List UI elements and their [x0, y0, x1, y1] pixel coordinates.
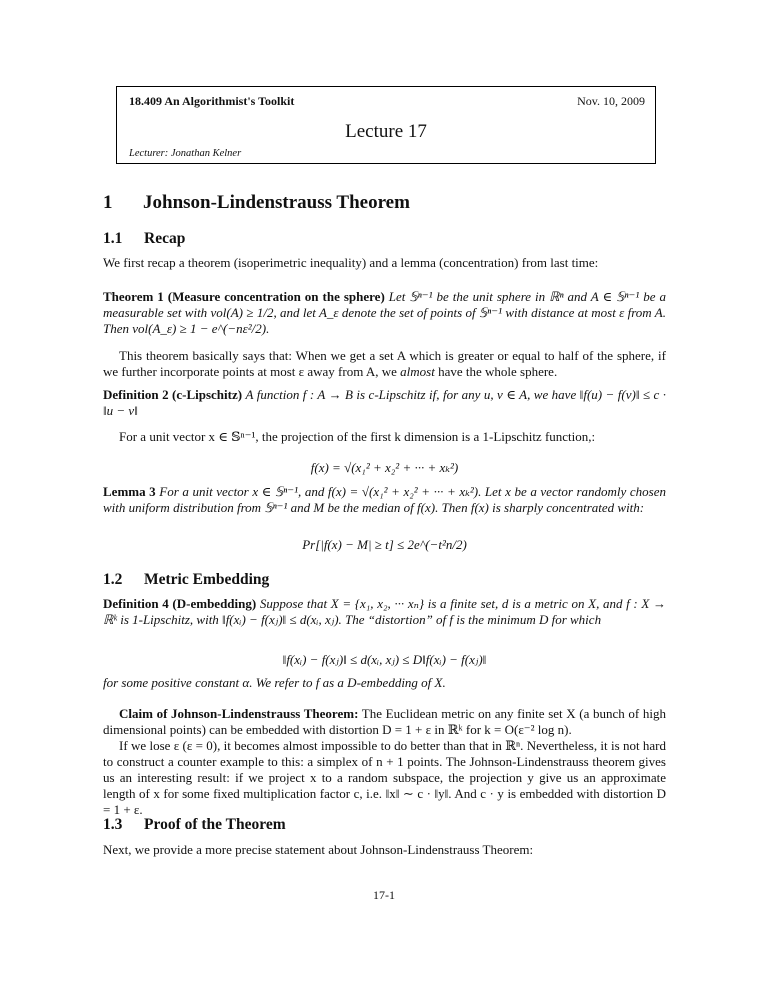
paragraph: For a unit vector x ∈ 𝕊ⁿ⁻¹, the projection of the first k dimension is a 1-Lipschitz function,: — [119, 429, 596, 444]
subsection-heading-metric-embedding — [103, 572, 666, 588]
definition-tail: for some positive constant α. We refer to f as a D-embedding of X. — [103, 675, 446, 690]
definition-2 — [103, 387, 666, 419]
recap-intro: We first recap a theorem (isoperimetric inequality) and a lemma (concentration) from last time: — [103, 255, 599, 270]
page-number: 17-1 — [373, 888, 395, 902]
subsection-number: 1.2 — [103, 571, 123, 588]
definition-4 — [103, 596, 666, 628]
subsection-title: Metric Embedding — [144, 571, 270, 588]
claim-body: The Euclidean metric on any finite set X (a bunch of high dimensional points) can be embedded with distortion D = 1 + ε in ℝᵏ for k = O(ε⁻² log n). — [103, 706, 667, 737]
lecture-title: Lecture 17 — [345, 121, 427, 142]
lemma-3 — [103, 484, 666, 516]
equation: ‖f(xᵢ) − f(xⱼ)‖ ≤ d(xᵢ, xⱼ) ≤ D‖f(xᵢ) − f(xⱼ)‖ — [282, 652, 487, 667]
subsection-heading-recap — [103, 231, 666, 247]
theorem-label: Theorem 1 (Measure concentration on the sphere) — [103, 289, 385, 304]
equation: f(x) = √(x₁² + x₂² + ··· + xₖ²) — [310, 460, 459, 475]
subsection-title: Recap — [144, 230, 186, 247]
definition-label: Definition 4 (D-embedding) — [103, 596, 257, 611]
text: have the whole sphere. — [434, 364, 558, 379]
paragraph: Next, we provide a more precise statement about Johnson-Lindenstrauss Theorem: — [103, 842, 534, 857]
section-heading — [103, 192, 666, 213]
subsection-heading-proof — [103, 817, 666, 833]
emphasis: almost — [400, 364, 435, 379]
text: This theorem basically says that: When we get a set A which is greater or equal to half of the sphere, if we further incorporate points at most ε away from A, we — [103, 348, 666, 379]
theorem-1 — [103, 289, 666, 337]
lecture-date: Nov. 10, 2009 — [577, 94, 645, 108]
lecture-header-box — [116, 86, 656, 164]
claim — [103, 706, 666, 738]
claim-label: Claim of Johnson-Lindenstrauss Theorem: — [119, 706, 359, 721]
paragraph — [103, 348, 666, 380]
equation: Pr[|f(x) − M| ≥ t] ≤ 2e^(−t²n/2) — [302, 537, 467, 552]
lemma-body: For a unit vector x ∈ 𝕊ⁿ⁻¹, and f(x) = √(x₁² + x₂² + ··· + xₖ²). Let x be a vector randomly chosen with uniform distribution from 𝕊ⁿ⁻¹ and M be the median of f(x). Then f(x) is sharply concentrated with: — [103, 484, 666, 515]
subsection-number: 1.1 — [103, 230, 123, 247]
section-title: Johnson-Lindenstrauss Theorem — [143, 192, 410, 213]
definition-body: A function f : A → B is c-Lipschitz if, for any u, v ∈ A, we have ‖f(u) − f(v)‖ ≤ c · ‖u − v‖ — [103, 387, 667, 418]
definition-label: Definition 2 (c-Lipschitz) — [103, 387, 243, 402]
theorem-body: Let 𝕊ⁿ⁻¹ be the unit sphere in ℝⁿ and A ∈ 𝕊ⁿ⁻¹ be a measurable set with vol(A) ≥ 1/2, and let A_ε denote the set of points of 𝕊ⁿ⁻¹ with distance at most ε from A. Then vol(A_ε) ≥ 1 − e^(−nε²/2). — [103, 289, 666, 336]
subsection-title: Proof of the Theorem — [144, 816, 286, 833]
definition-body: Suppose that X = {x₁, x₂, ··· xₙ} is a finite set, d is a metric on X, and f : X → ℝᵏ is 1-Lipschitz, with ‖f(xᵢ) − f(xⱼ)‖ ≤ d(xᵢ, xⱼ). The “distortion” of f is the minimum D for which — [103, 596, 667, 627]
lecturer: Lecturer: Jonathan Kelner — [129, 148, 242, 159]
course-title: 18.409 An Algorithmist's Toolkit — [129, 94, 295, 108]
paragraph: If we lose ε (ε = 0), it becomes almost impossible to do better than that in ℝⁿ. Nevertheless, it is not hard to construct a counter example to this: a simplex of n + 1 points. The Johnson-Lindenstrauss theorem gives us an interesting result: if we project x to a random subspace, the projection y give us an approximate length of x for some fixed multiplication factor c, i.e. ‖x‖ ∼ c · ‖y‖. And c · y is embedded with distortion D = 1 + ε. — [103, 738, 666, 817]
lemma-label: Lemma 3 — [103, 484, 156, 499]
subsection-number: 1.3 — [103, 816, 123, 833]
section-number: 1 — [103, 192, 113, 213]
